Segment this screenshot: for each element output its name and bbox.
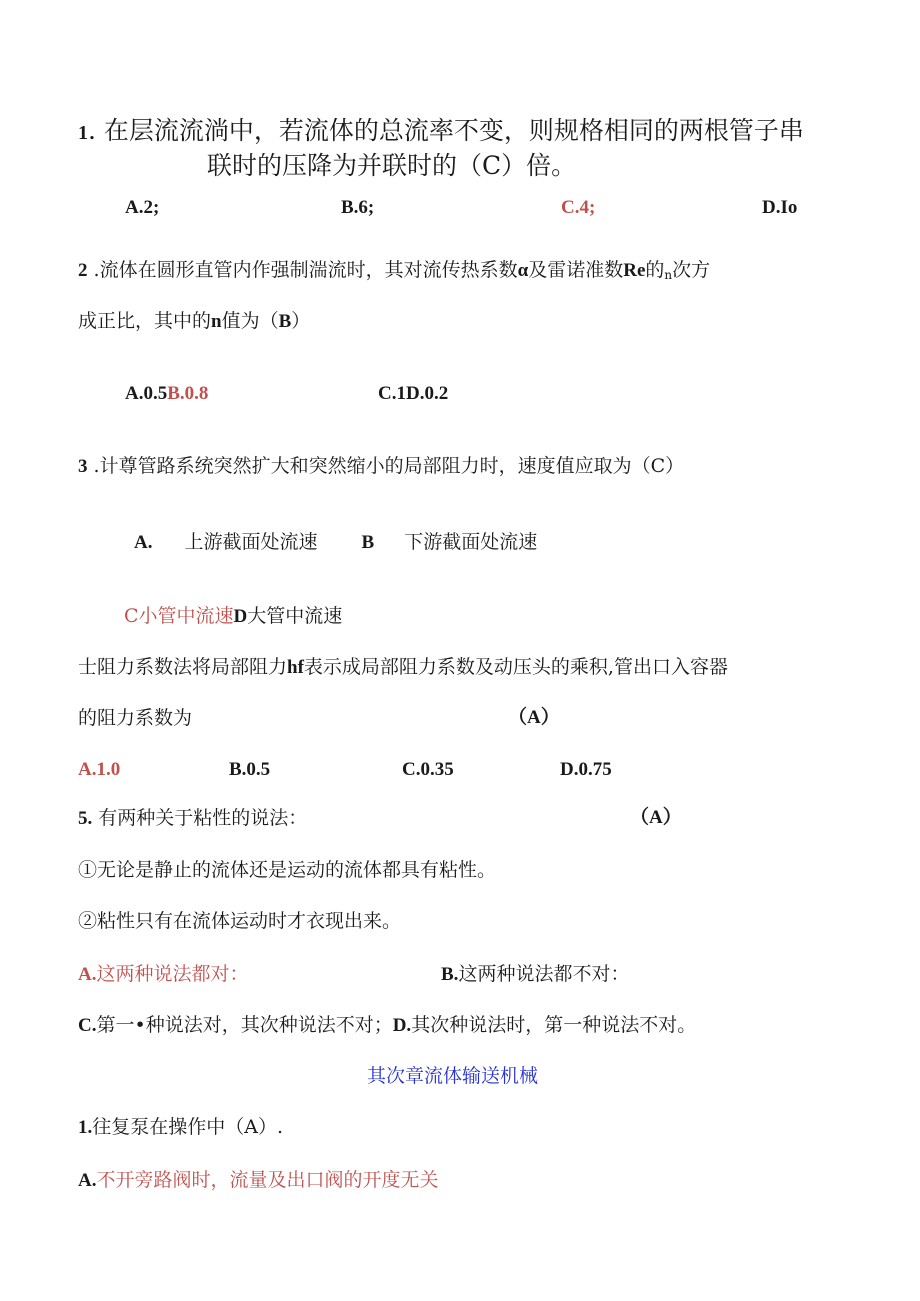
q2-answer: B bbox=[278, 311, 292, 332]
q4-line1-b: 表示成局部阻力系数及动压头的乘积,管出口入容器 bbox=[303, 656, 728, 678]
q5-statement-2: ②粘性只有在流体运动时才衣现出来。 bbox=[78, 910, 402, 932]
q5-option-b-letter: B. bbox=[441, 964, 459, 985]
q5-statement-1: ①无论是静止的流体还是运动的流体都具有粘性。 bbox=[78, 859, 497, 881]
q2-line2-b: 值为（ bbox=[221, 310, 279, 332]
q5-option-a bbox=[78, 961, 249, 988]
q2-options-cd: C.1D.0.2 bbox=[378, 383, 449, 404]
q1-option-b: B.6; bbox=[341, 197, 375, 218]
q2-number: 2 bbox=[78, 260, 88, 281]
q3-options-cd bbox=[124, 603, 342, 630]
q5-option-a-text: 这两种说法都对： bbox=[96, 963, 249, 985]
q4-line2: 的阻力系数为 bbox=[78, 707, 193, 729]
c2q1-option-a-text: 不开旁路阀时，流量及出口阀的开度无关 bbox=[96, 1169, 439, 1191]
c2q1-stem-text: 往复泵在操作中（A）. bbox=[92, 1116, 284, 1138]
q4-line1-a: 士阻力系数法将局部阻力 bbox=[78, 656, 288, 678]
q1-option-a: A.2; bbox=[125, 197, 160, 218]
q2-text-a: .流体在圆形直管内作强制湍流时，其对流传热系数 bbox=[87, 259, 518, 281]
q3-stem-text: .计尊管路系统突然扩大和突然缩小的局部阻力时，速度值应取为（C） bbox=[87, 455, 685, 477]
q4-option-b: B.0.5 bbox=[229, 759, 271, 780]
q3-line1 bbox=[78, 453, 684, 480]
q2-re: Re bbox=[623, 260, 646, 281]
q5-option-c-text: 第一•种说法对，其次种说法不对； bbox=[96, 1014, 393, 1036]
q2-text-b: 及雷诺准数 bbox=[528, 259, 624, 281]
q3-option-d-text: 大管中流速 bbox=[247, 605, 343, 627]
q2-line2-n: n bbox=[211, 311, 222, 332]
q2-text-c: 的 bbox=[645, 259, 665, 281]
q1-line2: 联时的压降为并联时的（C）倍。 bbox=[207, 151, 577, 180]
q2-option-a: A.0.5 bbox=[125, 383, 168, 404]
q4-option-c: C.0.35 bbox=[402, 759, 454, 780]
q3-option-b-text: 下游截面处流速 bbox=[404, 531, 538, 553]
q1-line1 bbox=[78, 115, 804, 149]
q3-option-a-text: 上游截面处流速 bbox=[184, 531, 318, 553]
q5-number: 5. bbox=[78, 808, 93, 829]
q2-line1 bbox=[78, 257, 710, 288]
q3-options-ab bbox=[134, 529, 537, 556]
q2-text-d: 次方 bbox=[672, 259, 711, 281]
q2-line2-c: ） bbox=[291, 310, 311, 332]
q5-option-d-letter: D. bbox=[392, 1015, 412, 1036]
q2-sub-n: n bbox=[664, 268, 673, 282]
q3-option-d-letter: D bbox=[233, 606, 248, 627]
q1-stem-text: . 在层流流淌中，若流体的总流率不变，则规格相同的两根管子串 bbox=[88, 116, 804, 145]
q3-number: 3 bbox=[78, 456, 88, 477]
q1-option-d: D.Io bbox=[762, 197, 798, 218]
chapter-title: 其次章流体输送机械 bbox=[367, 1065, 539, 1087]
q4-option-d: D.0.75 bbox=[560, 759, 612, 780]
q3-option-a-letter: A. bbox=[134, 532, 153, 553]
q2-options-ab bbox=[125, 381, 208, 407]
q5-option-b bbox=[441, 961, 629, 988]
q5-line1 bbox=[78, 805, 307, 832]
q4-option-a: A.1.0 bbox=[78, 759, 121, 780]
q1-number: 1 bbox=[78, 122, 88, 144]
q2-alpha: α bbox=[517, 260, 529, 281]
q2-option-b: B.0.8 bbox=[167, 383, 209, 404]
q4-answer: （A） bbox=[508, 707, 560, 728]
q5-option-a-letter: A. bbox=[78, 964, 97, 985]
q5-option-b-text: 这两种说法都不对： bbox=[458, 963, 630, 985]
q5-option-d-text: 其次种说法时，第一种说法不对。 bbox=[411, 1014, 697, 1036]
q5-answer: （A） bbox=[630, 807, 682, 828]
c2q1-option-a bbox=[78, 1167, 439, 1194]
q2-line2 bbox=[78, 308, 310, 335]
q3-option-b-letter: B bbox=[361, 532, 375, 553]
q3-option-c: C小管中流速 bbox=[124, 605, 234, 627]
q5-stem-text: 有两种关于粘性的说法： bbox=[92, 807, 308, 829]
q5-options-cd bbox=[78, 1012, 696, 1039]
q4-hf: hf bbox=[287, 657, 304, 678]
c2q1-option-a-letter: A. bbox=[78, 1170, 97, 1191]
q1-option-c: C.4; bbox=[561, 197, 596, 218]
q4-line1 bbox=[78, 654, 728, 681]
q5-option-c-letter: C. bbox=[78, 1015, 97, 1036]
q2-line2-a: 成正比，其中的 bbox=[78, 310, 212, 332]
c2q1-number: 1. bbox=[78, 1117, 93, 1138]
c2q1-line1 bbox=[78, 1114, 283, 1141]
